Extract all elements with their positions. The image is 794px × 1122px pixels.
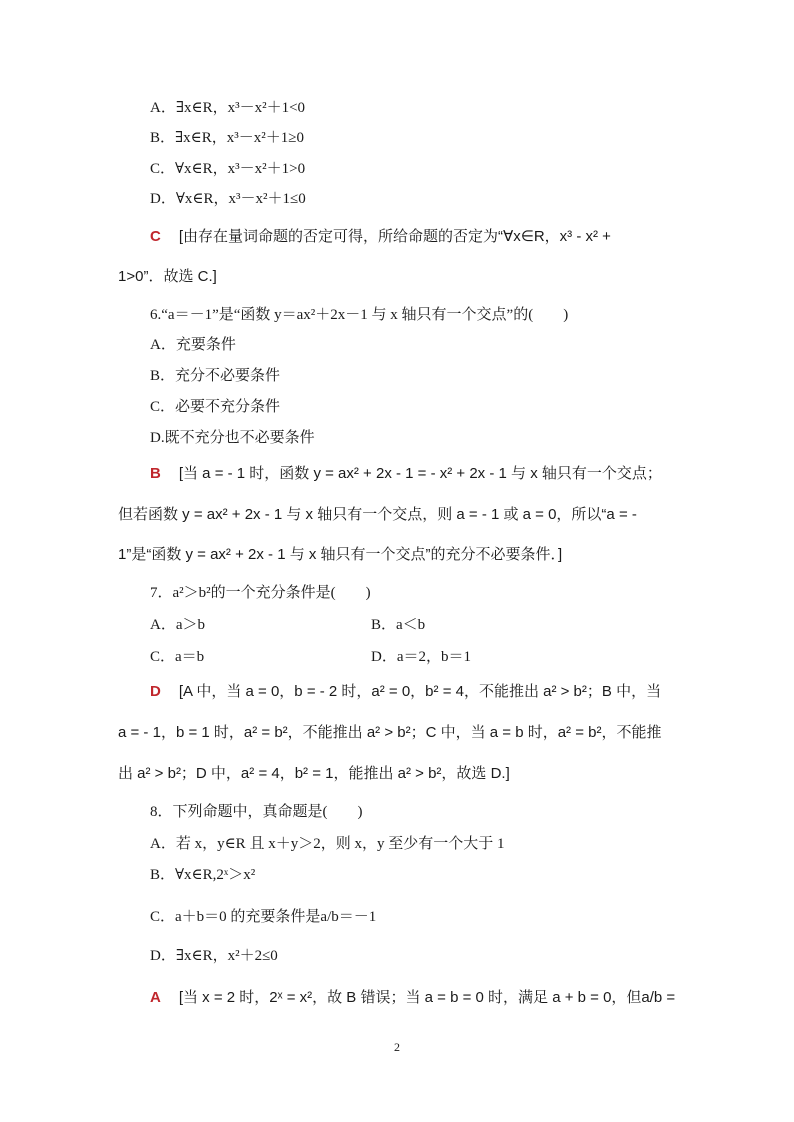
q5-answer-letter: C: [150, 228, 161, 245]
q6-option-a: A．充要条件: [150, 337, 236, 353]
q6-answer-letter: B: [150, 465, 161, 482]
q5-option-c: C．∀x∈R，x³－x²＋1>0: [150, 161, 306, 177]
q6-option-c: C．必要不充分条件: [150, 399, 281, 415]
q6-answer-line2: 但若函数 y = ax² + 2x - 1 与 x 轴只有一个交点，则 a = - 1 或 a = 0，所以“a = -: [118, 506, 637, 523]
q7-answer-line1: [150, 682, 661, 702]
q7-answer-line3: 出 a² > b²；D 中，a² = 4，b² = 1，能推出 a² > b²，故选 D.]: [118, 765, 510, 782]
q8-option-d: D．∃x∈R，x²＋2≤0: [150, 948, 278, 964]
q6-answer-line3: 1”是“函数 y = ax² + 2x - 1 与 x 轴只有一个交点”的充分不必要条件．]: [118, 546, 563, 563]
q5-option-d: D．∀x∈R，x³－x²＋1≤0: [150, 191, 306, 207]
q6-answer-line1: [150, 464, 662, 484]
q7-option-a: A．a＞b: [150, 617, 205, 633]
q8-answer-line1: [150, 988, 675, 1008]
q8-option-c: C．a＋b＝0 的充要条件是a/b＝－1: [150, 909, 377, 925]
q7-option-d: D．a＝2，b＝1: [371, 649, 471, 665]
q8-option-b: B．∀x∈R,2ˣ＞x²: [150, 867, 256, 883]
q7-stem: 7．a²＞b²的一个充分条件是( ): [150, 585, 371, 601]
q5-answer-line1: [150, 227, 611, 247]
q5-answer-line2: 1>0”．故选 C.]: [118, 268, 217, 285]
q6-answer-text: [当 a = - 1 时，函数 y = ax² + 2x - 1 = - x² + 2x - 1 与 x 轴只有一个交点；: [178, 465, 662, 482]
q7-option-c: C．a＝b: [150, 649, 205, 665]
q6-option-d: D.既不充分也不必要条件: [150, 430, 315, 446]
q5-answer-text: [由存在量词命题的否定可得，所给命题的否定为“∀x∈R，x³ - x² +: [178, 228, 611, 245]
q7-answer-letter: D: [150, 683, 161, 700]
q7-option-b: B．a＜b: [371, 617, 426, 633]
q8-answer-letter: A: [150, 989, 161, 1006]
q8-option-a: A．若 x，y∈R 且 x＋y＞2，则 x，y 至少有一个大于 1: [150, 836, 505, 852]
q6-stem: 6.“a＝－1”是“函数 y＝ax²＋2x－1 与 x 轴只有一个交点”的( ): [150, 307, 569, 323]
q7-answer-line2: a = - 1，b = 1 时，a² = b²，不能推出 a² > b²；C 中，当 a = b 时，a² = b²，不能推: [118, 724, 662, 741]
q5-option-a: A．∃x∈R，x³－x²＋1<0: [150, 100, 306, 116]
q5-option-b: B．∃x∈R，x³－x²＋1≥0: [150, 130, 304, 146]
page-number: 2: [394, 1040, 400, 1054]
q7-answer-text: [A 中，当 a = 0，b = - 2 时，a² = 0，b² = 4，不能推出 a² > b²；B 中，当: [178, 683, 662, 700]
q8-answer-text: [当 x = 2 时，2ˣ = x²，故 B 错误；当 a = b = 0 时，满足 a + b = 0，但a/b =: [178, 989, 676, 1006]
q8-stem: 8．下列命题中，真命题是( ): [150, 804, 363, 820]
q6-option-b: B．充分不必要条件: [150, 368, 281, 384]
